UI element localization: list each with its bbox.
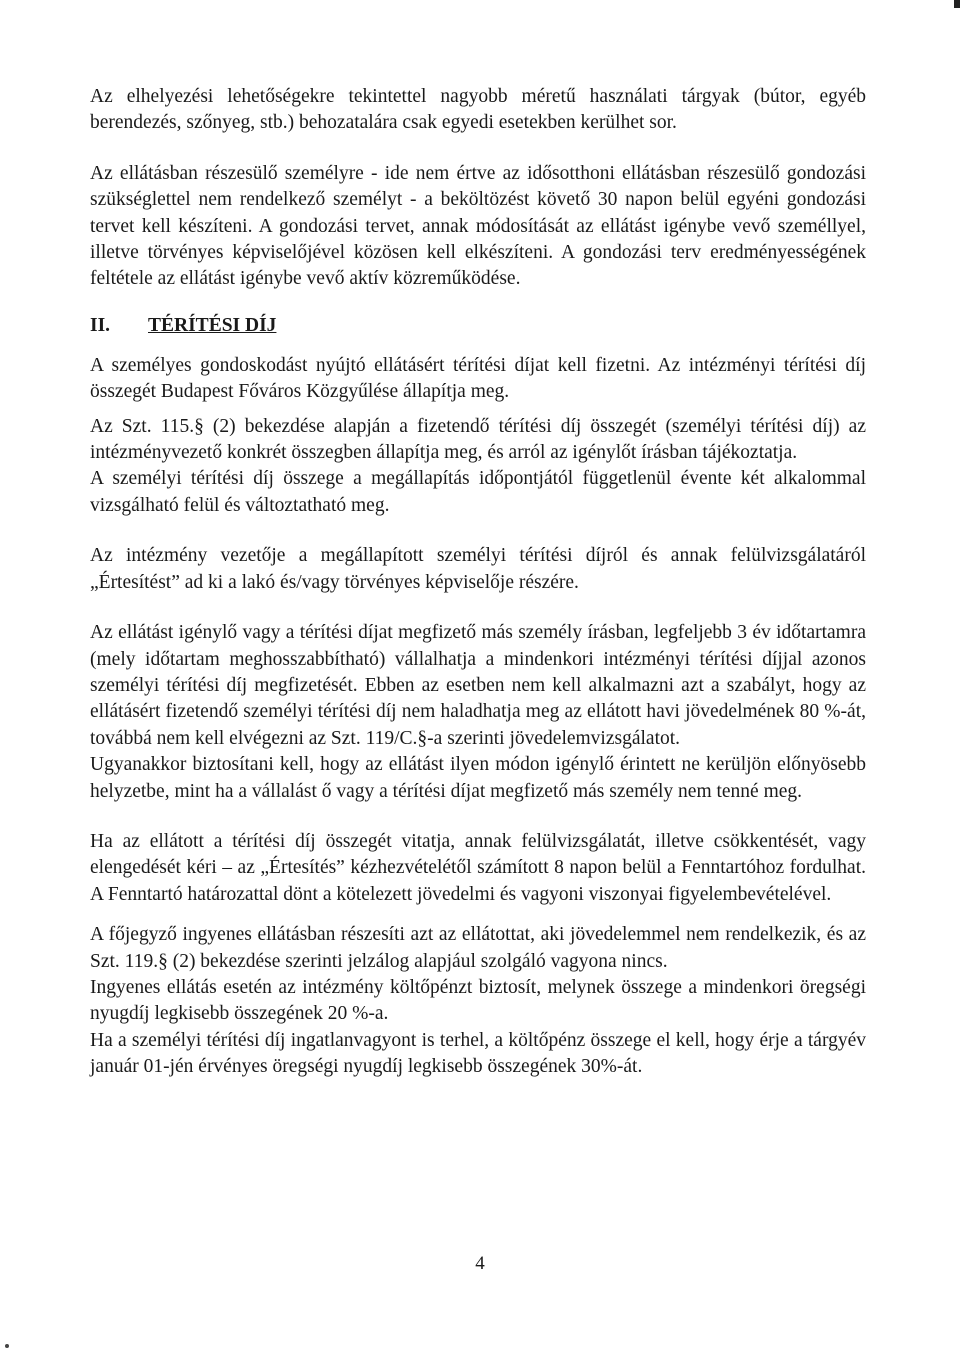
paragraph-care-plan: Az ellátásban részesülő személyre - ide nem értve az idősotthoni ellátásban részesülő gondozási szükséglettel nem rendelkező személyt - a beköltözést követő 30 napon belül egyéni gondozási tervet kell készíteni. A gondozási tervet, annak módosítását az ellátást igénybe vevő személlyel, illetve törvényes képviselőjével közösen kell elkészíteni. A gondozási terv eredményességének feltétele az ellátást igénybe vevő aktív közreműködése. <box>90 162 866 290</box>
paragraph-dispute: Ha az ellátott a térítési díj összegét vitatja, annak felülvizsgálatát, illetve csökkentését, vagy elengedését kéri – az „Értesítés” kézhezvételétől számított 8 napon belül a Fenntartóhoz fordulhat. A Fenntartó határozattal dönt a kötelezett jövedelmi és vagyoni viszonyai figyelembevételével. <box>90 830 866 905</box>
paragraph-fee-review: A személyi térítési díj összege a megállapítás időpontjától függetlenül évente két alkalommal vizsgálható felül és változtatható meg. <box>90 468 866 516</box>
paragraph-free-care: A főjegyző ingyenes ellátásban részesíti azt az ellátottat, aki jövedelemmel nem rendelkezik, és az Szt. 119.§ (2) bekezdése szerinti jelzálog alapjául szolgáló vagyona nincs. <box>90 924 866 972</box>
document-page <box>90 84 866 1081</box>
paragraph-voluntary-payment: Az ellátást igénylő vagy a térítési díjat megfizető más személy írásban, legfeljebb 3 év időtartamra (mely időtartam meghosszabbítható) vállalhatja a mindenkori intézményi térítési díjjal azonos személyi térítési díj megfizetését. Ebben az esetben nem kell alkalmazni azt a szabályt, hogy az ellátásért fizetendő személyi térítési díj nem haladhatja meg az ellátott havi jövedelmének 80 %-át, továbbá nem kell elvégezni az Szt. 119/C.§-a szerinti jövedelemvizsgálatot. <box>90 622 866 749</box>
paragraph-notification: Az intézmény vezetője a megállapított személyi térítési díjról és annak felülvizsgálatáról „Értesítést” ad ki a lakó és/vagy törvényes képviselője részére. <box>90 545 866 593</box>
paragraph-fee-determination: Az Szt. 115.§ (2) bekezdése alapján a fizetendő térítési díj összegét (személyi térítési díj) az intézményvezető konkrét összegben állapítja meg, és arról az igénylőt írásban tájékoztatja. <box>90 415 866 464</box>
paragraph-fee-intro: A személyes gondoskodást nyújtó ellátásért térítési díjat kell fizetni. Az intézményi térítési díj összegét Budapest Főváros Közgyűlése állapítja meg. <box>90 354 866 403</box>
section-number: II. <box>90 314 111 336</box>
section-heading <box>90 313 866 339</box>
paragraph-no-advantage: Ugyanakkor biztosítani kell, hogy az ellátást ilyen módon igénylő érintett ne kerüljön előnyösebb helyzetbe, mint ha a vállalást ő vagy a térítési díjat megfizető más személy nem tenné meg. <box>90 754 866 802</box>
paragraph-property-pocket-money: Ha a személyi térítési díj ingatlanvagyont is terhel, a költőpénz összege el kell, hogy érje a tárgyév január 01-jén érvényes öregségi nyugdíj legkisebb összegének 30%-át. <box>90 1029 866 1078</box>
scan-corner-mark <box>954 0 960 8</box>
section-title: TÉRÍTÉSI DÍJ <box>148 314 277 336</box>
scan-speck <box>5 1344 9 1348</box>
paragraph-furniture: Az elhelyezési lehetőségekre tekintettel nagyobb méretű használati tárgyak (bútor, egyéb berendezés, szőnyeg, stb.) behozatalára csak egyedi esetekben kerülhet sor. <box>90 86 866 134</box>
paragraph-pocket-money: Ingyenes ellátás esetén az intézmény költőpénzt biztosít, melynek összege a mindenkori öregségi nyugdíj legkisebb összegének 20 %-a. <box>90 976 866 1025</box>
page-number: 4 <box>475 1253 485 1274</box>
